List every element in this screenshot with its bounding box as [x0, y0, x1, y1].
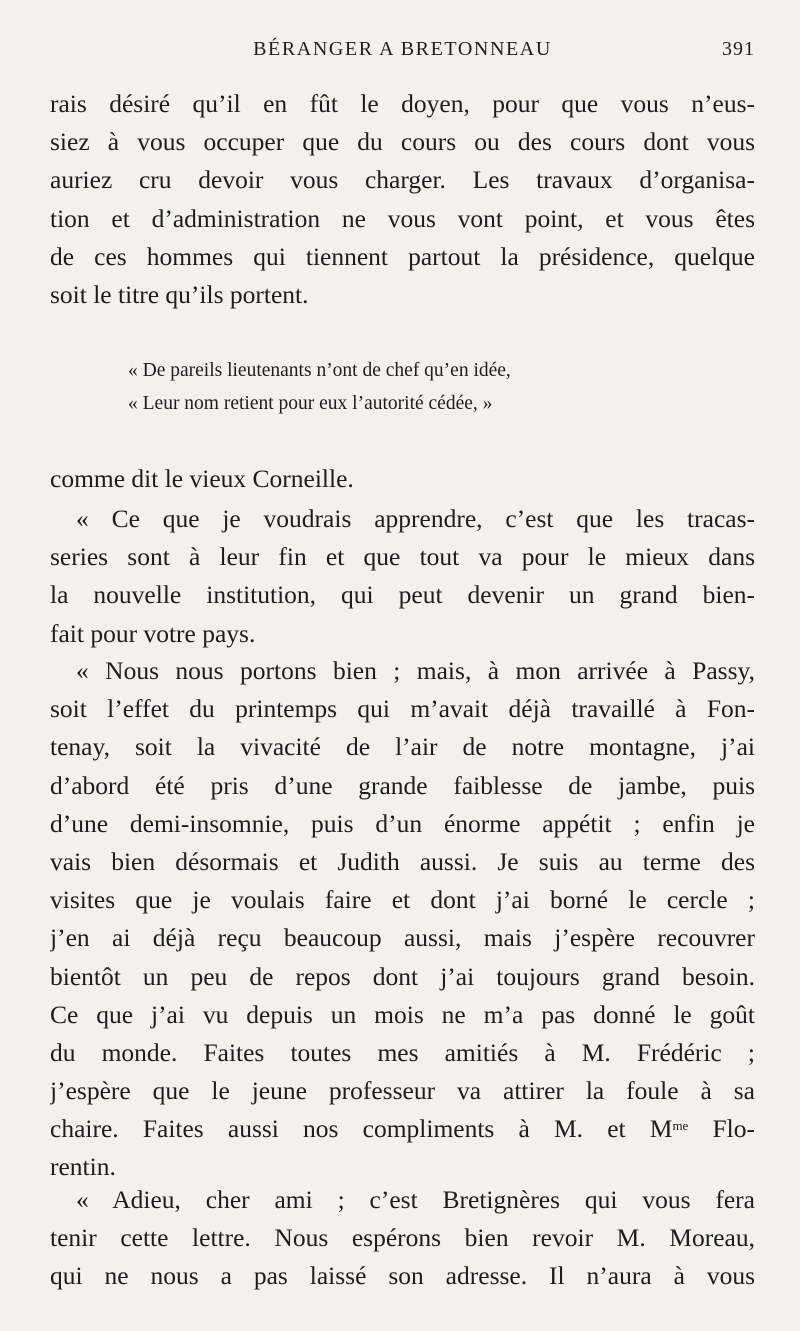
text-line: bientôt un peu de repos dont j’ai toujours grand besoin.	[50, 961, 755, 991]
compliments-text-end: Flo-	[688, 1114, 755, 1144]
text-line-compliments	[50, 1110, 755, 1148]
text-line: d’abord été pris d’une grande faiblesse de jambe, puis	[50, 770, 755, 800]
verse-line: « Leur nom retient pour eux l’autorité cédée, »	[128, 393, 493, 414]
text-line: vais bien désormais et Judith aussi. Je suis au terme des	[50, 846, 755, 876]
text-line: rais désiré qu’il en fût le doyen, pour que vous n’eus-	[50, 89, 755, 118]
text-line: « Nous nous portons bien ; mais, à mon arrivée à Passy,	[76, 656, 755, 685]
text-line: tenay, soit la vivacité de l’air de notre montagne, j’ai	[50, 732, 755, 762]
text-line: siez à vous occuper que du cours ou des cours dont vous	[50, 127, 755, 157]
text-line: « Adieu, cher ami ; c’est Bretignères qui vous fera	[76, 1185, 755, 1214]
text-line: du monde. Faites toutes mes amitiés à M. Frédéric ;	[50, 1037, 755, 1067]
text-line: visites que je voulais faire et dont j’ai borné le cercle ;	[50, 885, 755, 915]
text-line: de ces hommes qui tiennent partout la présidence, quelque	[50, 241, 755, 271]
page-header	[50, 36, 755, 66]
verse-quotation	[128, 354, 688, 420]
text-line: comme dit le vieux Corneille.	[50, 464, 354, 493]
text-line: qui ne nous a pas laissé son adresse. Il n’aura à vous	[50, 1261, 755, 1291]
text-line: tenir cette lettre. Nous espérons bien revoir M. Moreau,	[50, 1223, 755, 1253]
text-line: auriez cru devoir vous charger. Les travaux d’organisa-	[50, 165, 755, 195]
text-line: j’espère que le jeune professeur va attirer la foule à sa	[50, 1076, 755, 1106]
paragraph-3	[50, 500, 755, 653]
running-head: BÉRANGER A BRETONNEAU	[253, 38, 552, 60]
compliments-text: chaire. Faites aussi nos compliments à M. et M	[50, 1114, 673, 1144]
text-line: fait pour votre pays.	[50, 618, 256, 648]
text-line: j’en ai déjà reçu beaucoup aussi, mais j’espère recouvrer	[50, 923, 755, 953]
paragraph-4	[50, 652, 755, 1187]
verse-line: « De pareils lieutenants n’ont de chef qu’en idée,	[128, 360, 511, 381]
text-line: soit l’effet du printemps qui m’avait déjà travaillé à Fon-	[50, 694, 755, 724]
page-number: 391	[722, 38, 755, 60]
text-line: series sont à leur fin et que tout va pour le mieux dans	[50, 542, 755, 572]
paragraph-5	[50, 1181, 755, 1296]
text-line: « Ce que je voudrais apprendre, c’est que les tracas-	[76, 504, 755, 533]
paragraph-2	[50, 460, 755, 498]
text-line: d’une demi-insomnie, puis d’un énorme appétit ; enfin je	[50, 808, 755, 838]
text-line: soit le titre qu’ils portent.	[50, 279, 309, 309]
superscript-me: me	[672, 1118, 689, 1134]
paragraph-1	[50, 85, 755, 314]
text-line: tion et d’administration ne vous vont point, et vous êtes	[50, 203, 755, 233]
text-line: rentin.	[50, 1152, 116, 1182]
text-line: Ce que j’ai vu depuis un mois ne m’a pas donné le goût	[50, 999, 755, 1029]
text-line: la nouvelle institution, qui peut devenir un grand bien-	[50, 580, 755, 610]
